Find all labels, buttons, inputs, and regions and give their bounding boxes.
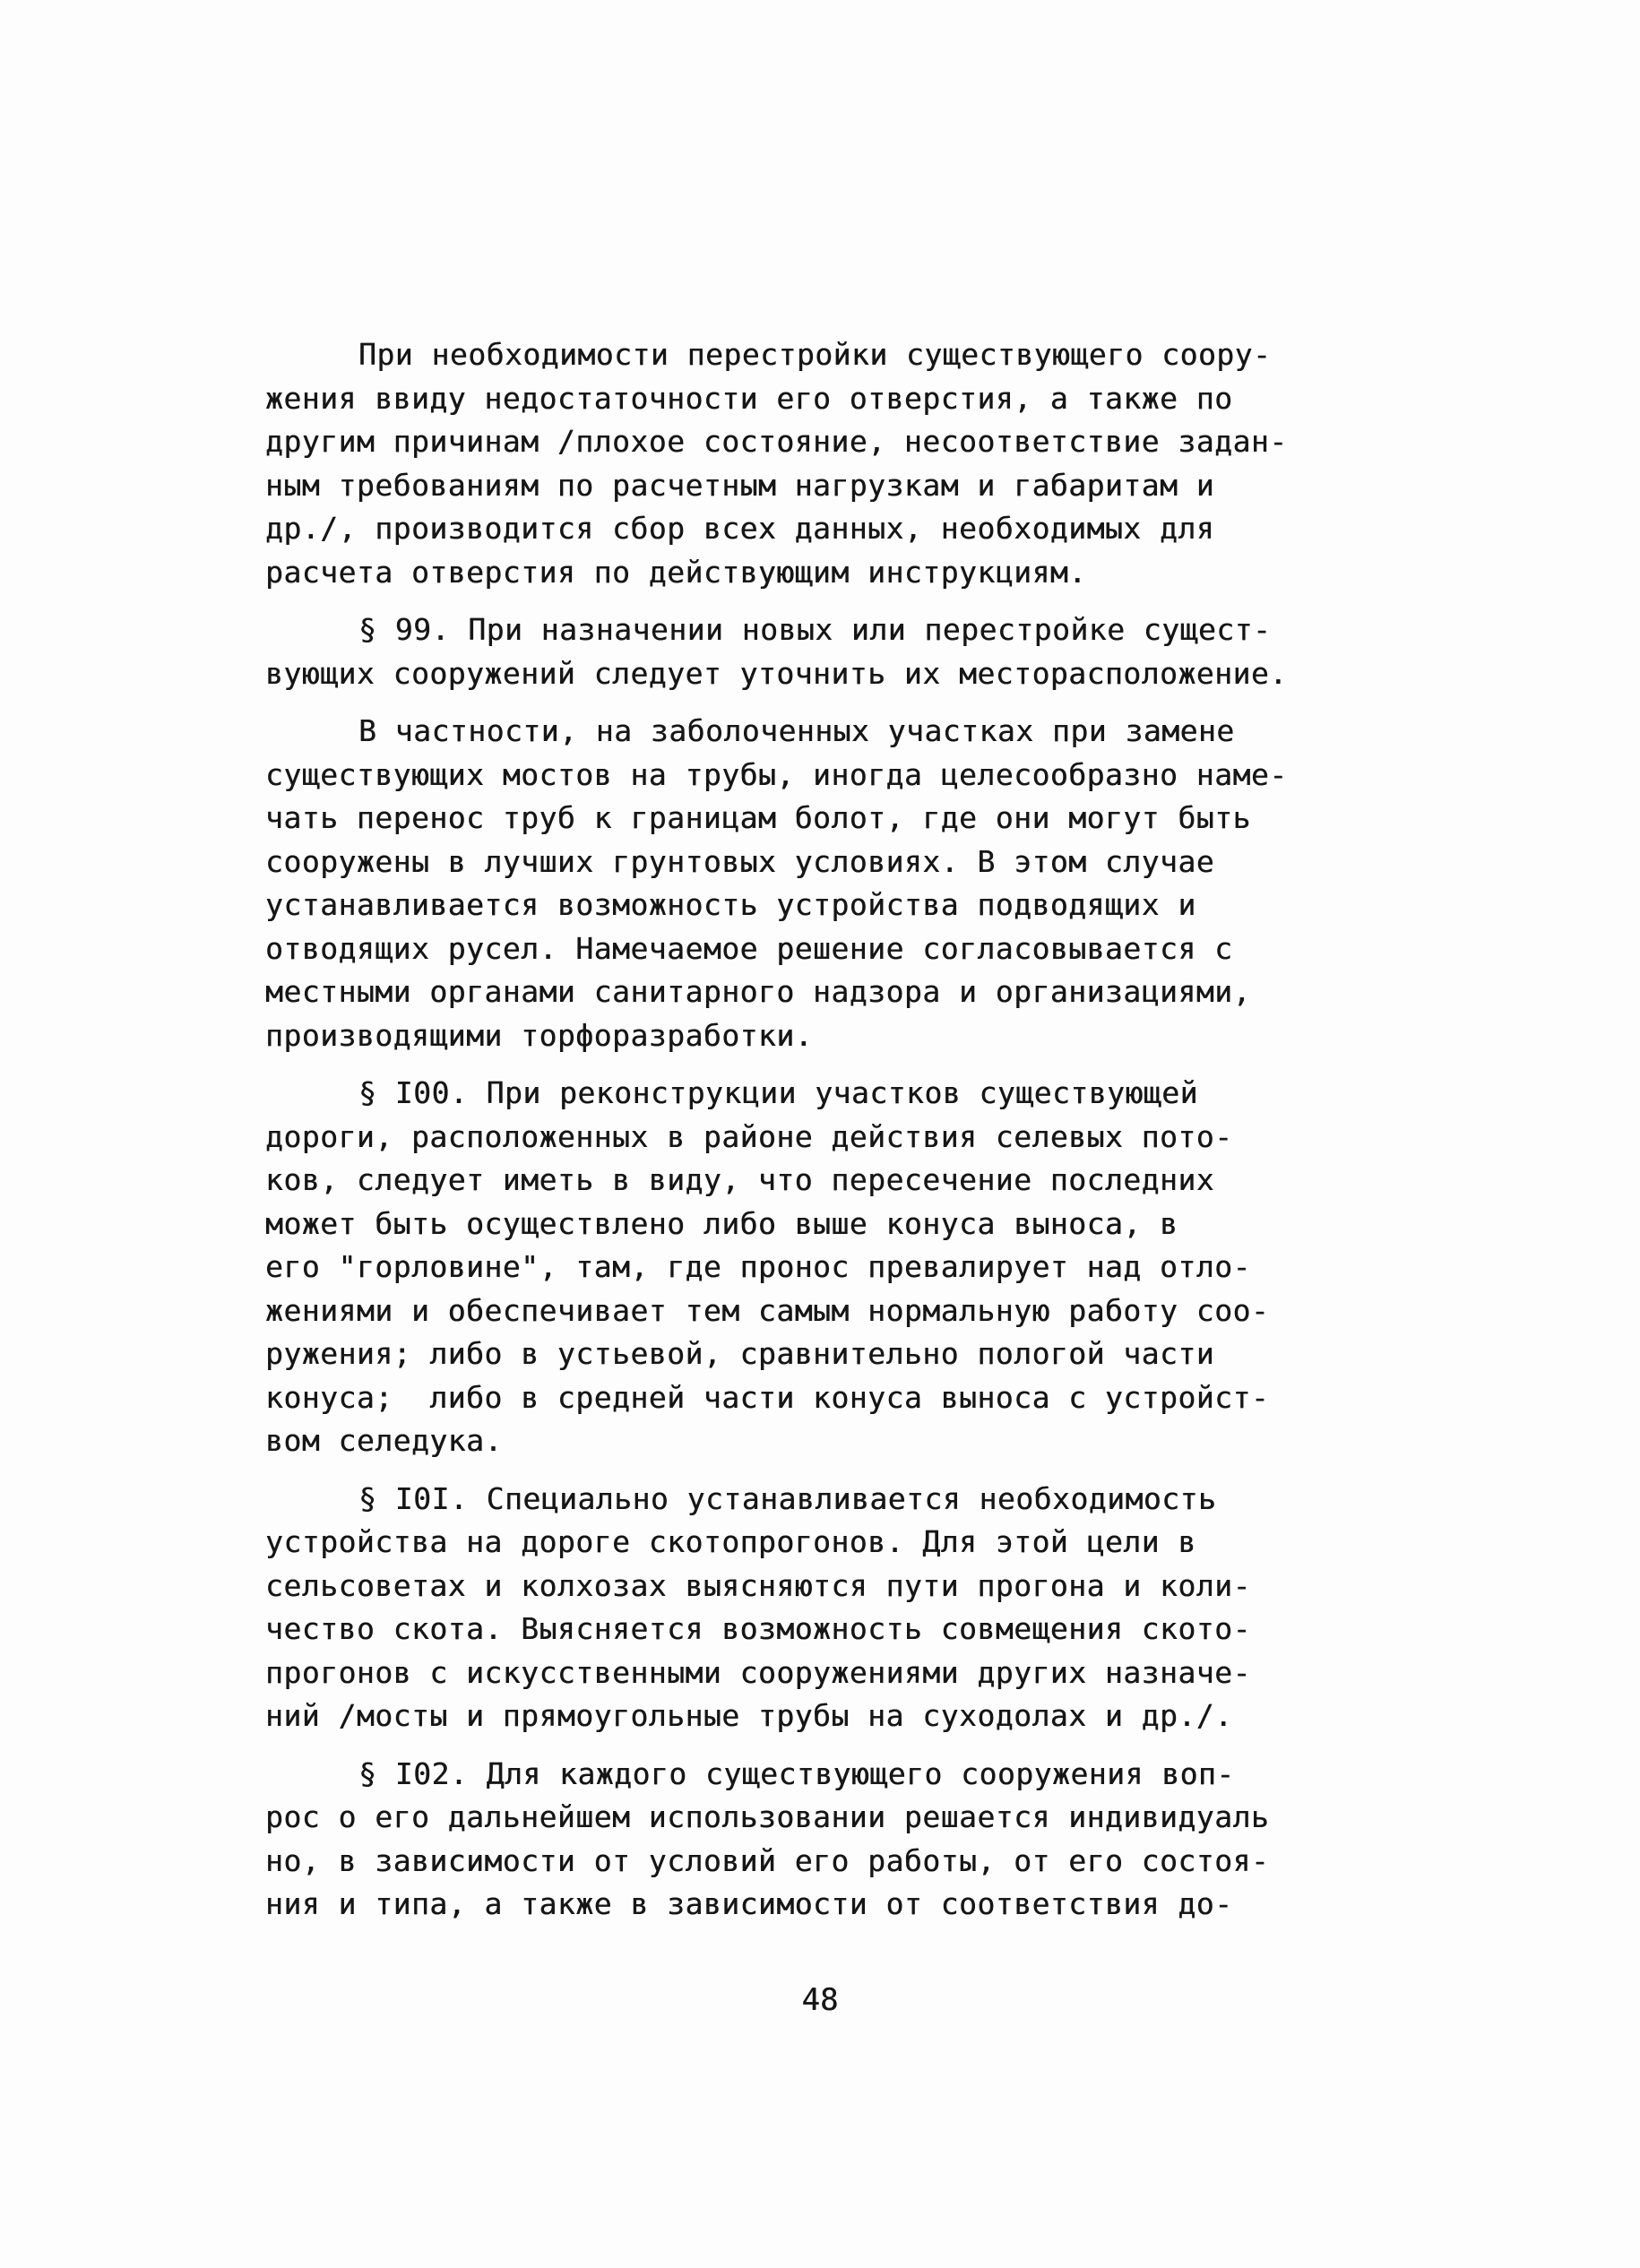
text-line: сооружены в лучших грунтовых условиях. В этом случае	[265, 843, 1215, 879]
text-line: рос о его дальнейшем использовании решается индивидуаль	[265, 1799, 1270, 1834]
text-line: отводящих русел. Намечаемое решение согласовывается с	[265, 930, 1233, 966]
text-line: ружения; либо в устьевой, сравнительно пологой части	[265, 1336, 1215, 1371]
text-line: § 99. При назначении новых или перестройке сущест-	[358, 612, 1272, 647]
text-line: др./, производится сбор всех данных, необходимых для	[265, 511, 1215, 546]
body-text	[265, 333, 1287, 1927]
text-line: чать перенос труб к границам болот, где они могут быть	[265, 800, 1251, 835]
paragraph-reconstruction-data	[265, 333, 1287, 594]
text-line: расчета отверстия по действующим инструкциям.	[265, 554, 1087, 590]
text-line: дороги, расположенных в районе действия селевых пото-	[265, 1118, 1233, 1154]
text-line: может быть осуществлено либо выше конуса выноса, в	[265, 1205, 1178, 1241]
text-line: ным требованиям по расчетным нагрузкам и габаритам и	[265, 467, 1215, 503]
text-line: вом селедука.	[265, 1423, 503, 1458]
text-line: но, в зависимости от условий его работы, от его состоя-	[265, 1842, 1270, 1878]
paragraph-swamp-areas	[265, 710, 1287, 1057]
text-line: § I0I. Специально устанавливается необходимость	[358, 1480, 1217, 1516]
text-line: жениями и обеспечивает тем самым нормальную работу соо-	[265, 1292, 1270, 1328]
text-line: конуса; либо в средней части конуса выноса с устройст-	[265, 1379, 1270, 1415]
text-line: жения ввиду недостаточности его отверстия, а также по	[265, 380, 1233, 416]
text-line: При необходимости перестройки существующего соору-	[358, 337, 1272, 372]
text-line: другим причинам /плохое состояние, несоответствие задан-	[265, 424, 1288, 459]
text-line: вующих сооружений следует уточнить их месторасположение.	[265, 655, 1288, 691]
text-line: прогонов с искусственными сооружениями других назначе-	[265, 1654, 1251, 1690]
text-line: чество скота. Выясняется возможность совмещения ското-	[265, 1611, 1251, 1646]
paragraph-section-102	[265, 1753, 1287, 1927]
page-number: 48	[801, 1982, 839, 2018]
text-line: ков, следует иметь в виду, что пересечение последних	[265, 1162, 1215, 1197]
text-line: ния и типа, а также в зависимости от соответствия до-	[265, 1886, 1233, 1921]
text-line: его "горловине", там, где пронос превалирует над отло-	[265, 1249, 1251, 1284]
text-line: существующих мостов на трубы, иногда целесообразно намe-	[265, 756, 1288, 792]
text-line: ний /мосты и прямоугольные трубы на суходолах и др./.	[265, 1698, 1233, 1733]
paragraph-section-99	[265, 608, 1287, 695]
text-line: В частности, на заболоченных участках при замене	[358, 713, 1235, 748]
paragraph-section-100	[265, 1072, 1287, 1463]
text-line: производящими торфоразработки.	[265, 1017, 814, 1053]
text-line: устанавливается возможность устройства подводящих и	[265, 887, 1196, 922]
text-line: местными органами санитарного надзора и организациями,	[265, 974, 1251, 1009]
paragraph-section-101	[265, 1478, 1287, 1738]
text-line: § I02. Для каждого существующего сооружения воп-	[358, 1755, 1235, 1791]
text-line: сельсоветах и колхозах выясняются пути прогона и коли-	[265, 1567, 1251, 1603]
text-line: § I00. При реконструкции участков существующей	[358, 1075, 1198, 1110]
text-line: устройства на дороге скотопрогонов. Для этой цели в	[265, 1524, 1196, 1559]
